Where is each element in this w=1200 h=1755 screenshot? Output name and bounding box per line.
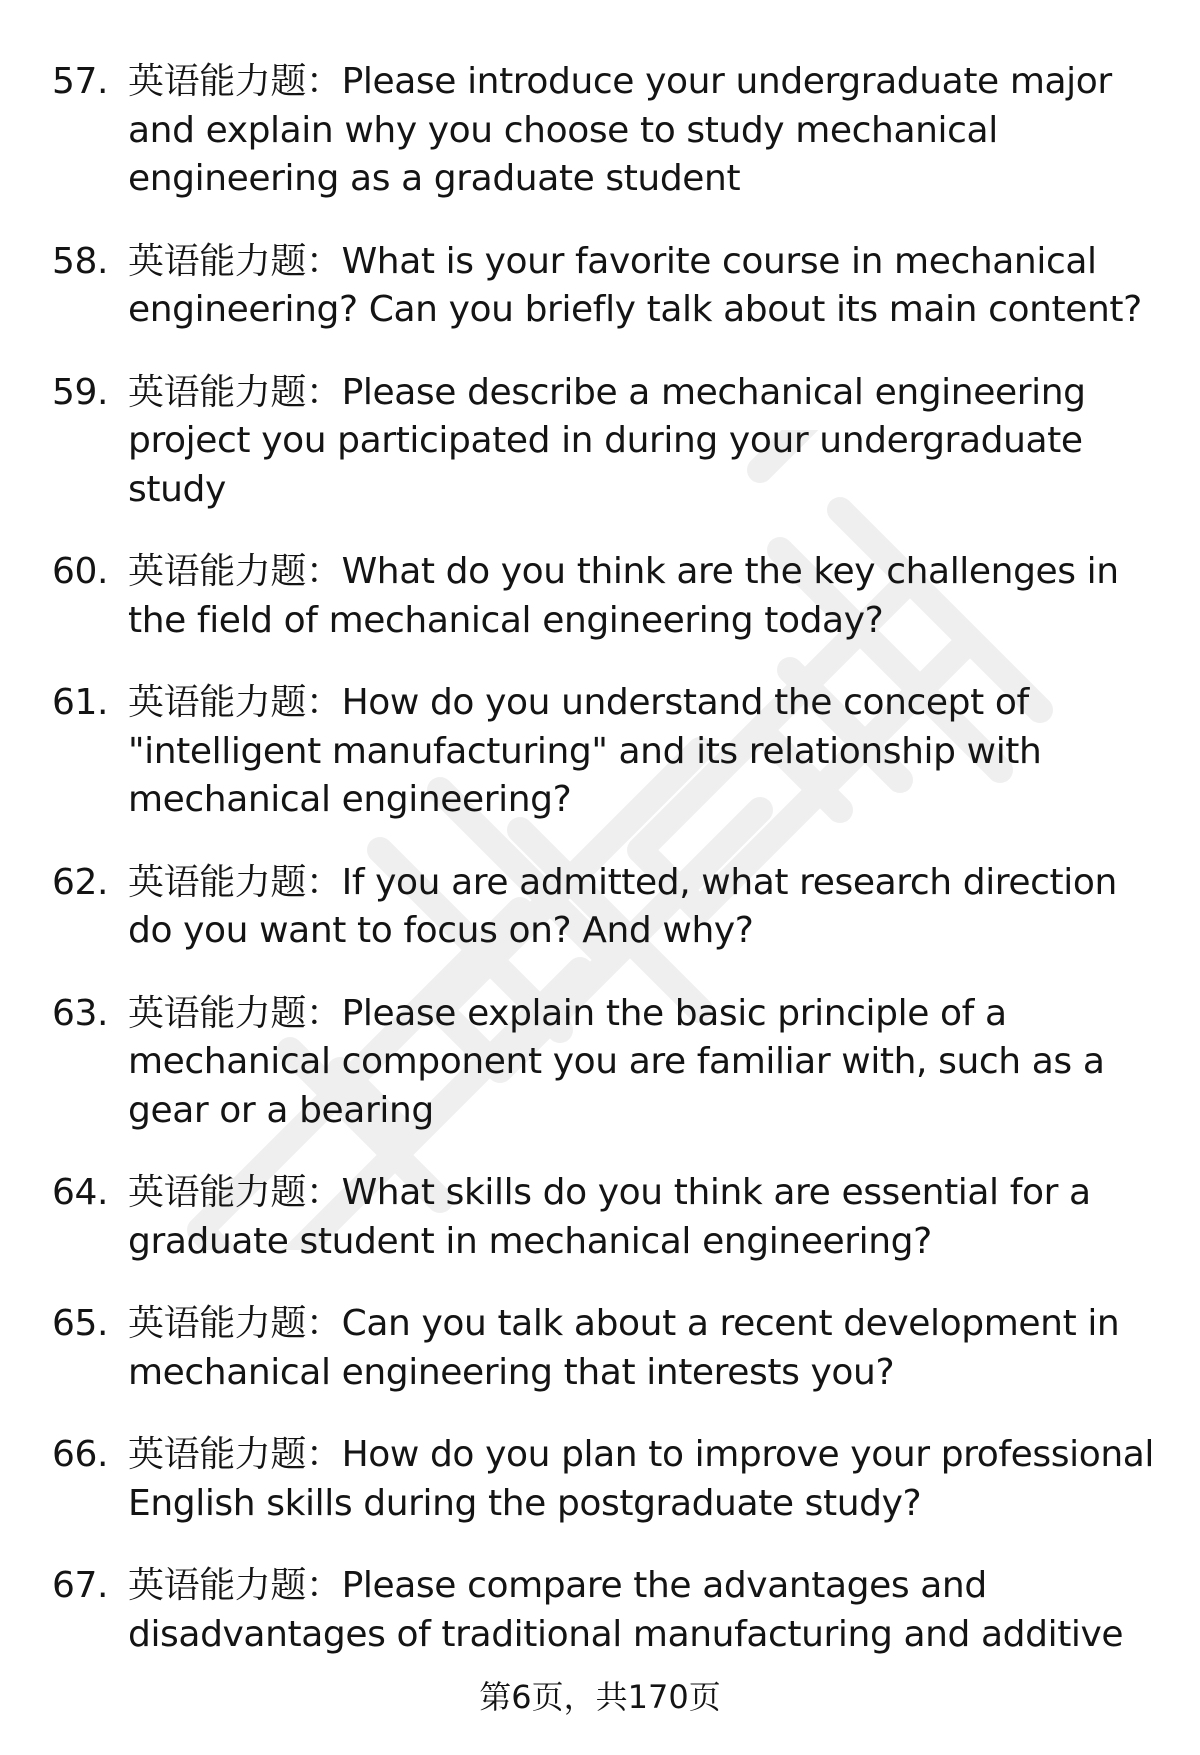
question-number: 65.	[52, 1303, 109, 1344]
question-text: 英语能力题：Can you talk about a recent development in mechanical engineering that interests you?	[128, 1303, 1120, 1393]
question-item	[0, 679, 1200, 825]
question-text: 英语能力题：What skills do you think are essential for a graduate student in mechanical engineering?	[128, 1172, 1091, 1262]
question-text: 英语能力题：If you are admitted, what research direction do you want to focus on? And why?	[128, 861, 1117, 951]
question-number: 63.	[52, 992, 109, 1034]
question-number: 62.	[52, 861, 109, 903]
question-item	[0, 1300, 1200, 1397]
question-item	[0, 238, 1200, 335]
question-number: 61.	[52, 682, 109, 723]
question-number: 59.	[52, 371, 109, 413]
question-item	[0, 1169, 1200, 1266]
question-item	[0, 990, 1200, 1136]
question-text: 英语能力题：How do you plan to improve your professional English skills during the postgraduate study?	[128, 1434, 1155, 1524]
question-text: 英语能力题：What is your favorite course in mechanical engineering? Can you briefly talk about its main content?	[128, 240, 1142, 330]
question-item	[0, 859, 1200, 956]
question-item	[0, 369, 1200, 515]
question-number: 64.	[52, 1172, 109, 1213]
question-text: 英语能力题：Please explain the basic principle of a mechanical component you are familiar with, such as a gear or a bearing	[128, 992, 1105, 1131]
question-list	[0, 58, 1200, 1659]
question-number: 67.	[52, 1565, 109, 1606]
question-text: 英语能力题：Please compare the advantages and disadvantages of traditional manufacturing and additive	[128, 1565, 1124, 1655]
question-number: 66.	[52, 1434, 109, 1475]
question-text: 英语能力题：Please describe a mechanical engineering project you participated in during your undergraduate study	[128, 371, 1086, 510]
question-item	[0, 58, 1200, 204]
question-number: 57.	[52, 61, 109, 102]
question-text: 英语能力题：Please introduce your undergraduate major and explain why you choose to study mechanical engineering as a graduate student	[128, 61, 1112, 199]
question-item	[0, 1431, 1200, 1528]
question-number: 60.	[52, 551, 109, 592]
question-text: 英语能力题：What do you think are the key challenges in the field of mechanical engineering today?	[128, 551, 1119, 641]
question-text: 英语能力题：How do you understand the concept of "intelligent manufacturing" and its relationship with mechanical engineering?	[128, 682, 1042, 820]
question-item	[0, 548, 1200, 645]
page-footer: 第6页，共170页	[479, 1678, 721, 1716]
question-item	[0, 1562, 1200, 1659]
question-number: 58.	[52, 240, 109, 282]
